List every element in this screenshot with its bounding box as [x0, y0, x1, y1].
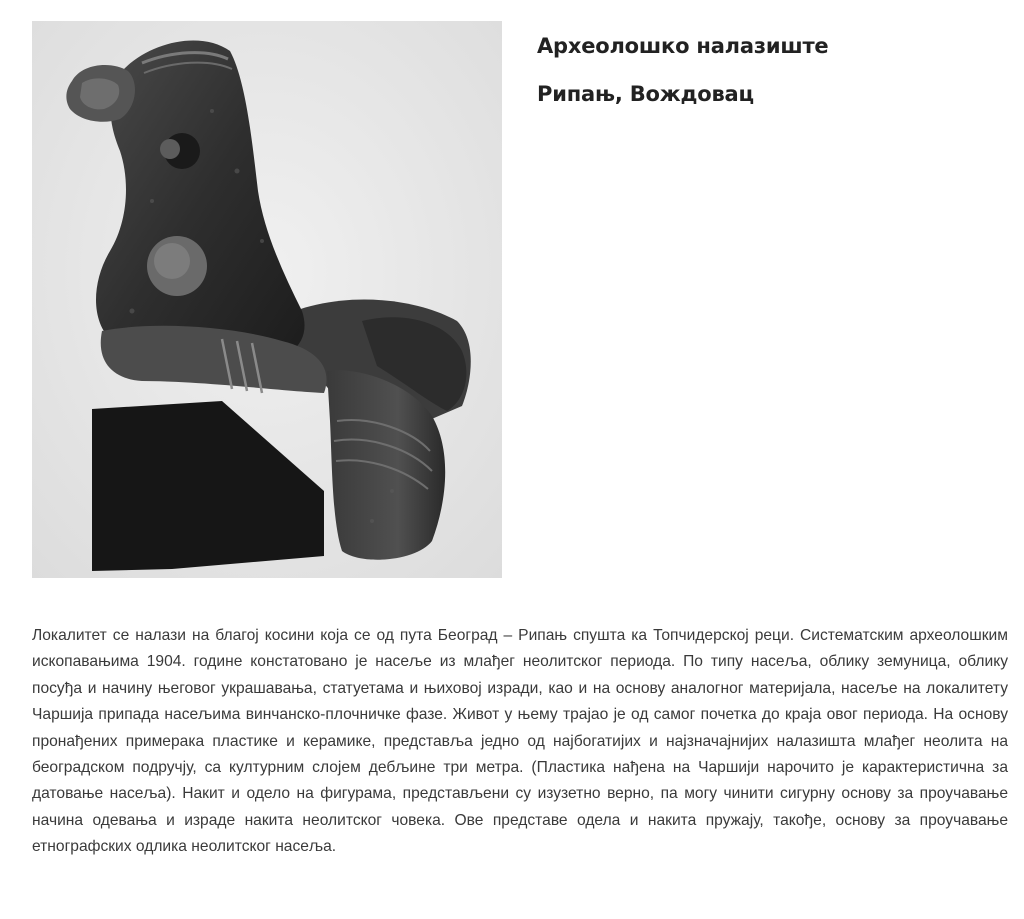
figurine-breast-highlight [154, 243, 190, 279]
figurine-image [32, 21, 502, 578]
description-paragraph: Локалитет се налази на благој косини која се од пута Београд – Рипањ спушта ка Топчидерској реци. Систематским археолошким ископавањима 1904. године констатовано је насеље из млађег неолитског периода. По типу насеља, облику земуница, облику посуђа и начину његовог украшавања, статуетама и њиховој изради, као и на основу аналогног материјала, насеље на локалитету Чаршија припада насељима винчанско-плочничке фазе. Живот у њему трајао је од самог почетка до краја овог периода. На основу пронађених примерака пластике и керамике, представља једно од најбогатијих и најзначајнијих налазишта млађег неолита на београдском подручју, са културним слојем дебљине три метра. (Пластика нађена на Чаршији нарочито је карактеристична за датовање насеља). Накит и одело на фигурама, представљени су изузетно верно, па могу чинити сигурну основу за проучавање начина одевања и израде накита неолитског човека. Ове представе одела и накита пружају, такође, основу за проучавање етнографских одлика неолитског насеља. [32, 627, 1008, 856]
page-title: Археолошко налазиште [537, 34, 829, 58]
page-subtitle: Рипањ, Вождовац [537, 82, 754, 106]
figurine-eye-highlight [160, 139, 180, 159]
figurine-photo [32, 21, 502, 578]
header [537, 30, 997, 110]
